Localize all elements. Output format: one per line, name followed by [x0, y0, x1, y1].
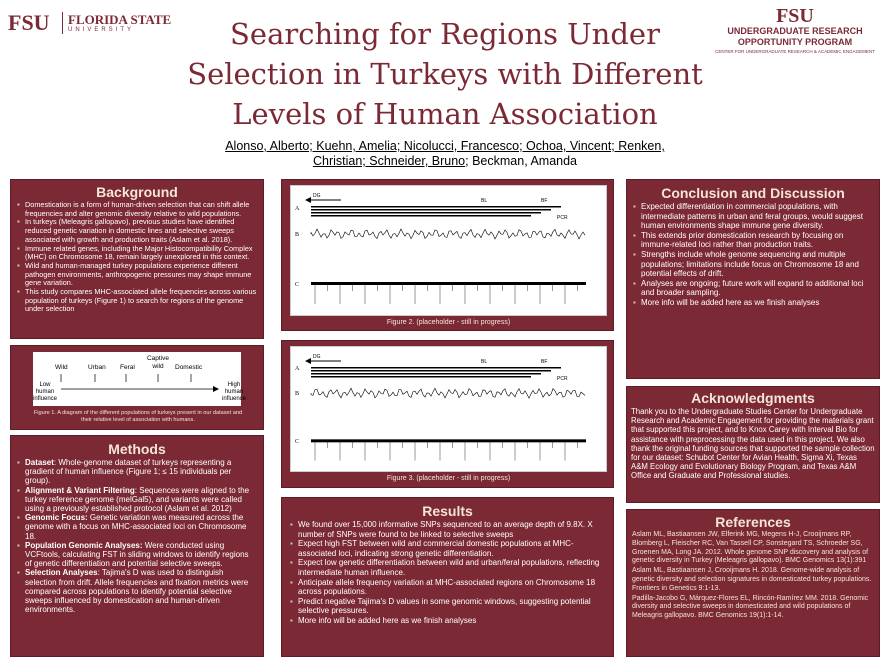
- panel-letter-a: A: [295, 366, 300, 373]
- track-bar: [311, 370, 551, 372]
- results-title: Results: [422, 503, 473, 519]
- conclusion-title: Conclusion and Discussion: [661, 185, 845, 201]
- urop-line-2: OPPORTUNITY PROGRAM: [737, 37, 853, 47]
- figure1-panel: [10, 345, 264, 430]
- figure2-plot: [290, 185, 607, 316]
- background-list: [17, 201, 257, 314]
- track-arrow-head: [305, 358, 311, 364]
- urop-line-3: CENTER FOR UNDERGRADUATE RESEARCH & ACADEMIC ENGAGEMENT: [715, 49, 875, 54]
- list-item: ▪ Wild and human-managed turkey populations experience different pathogen environments, anthropogenic pressures may shape immune gene variation.: [17, 262, 257, 288]
- list-item: ▪ Predict negative Tajima's D values in some genomic windows, suggesting potential selective pressures.: [290, 597, 605, 616]
- background-panel: [10, 179, 264, 339]
- list-item: ▪ Alignment & Variant Filtering: Sequences were aligned to the turkey reference genome (melGal5), and variants were called using a previously established protocol (Aslam et al. 2012): [17, 486, 257, 514]
- track-bar: [311, 215, 531, 217]
- chromosome-bar: [311, 439, 586, 442]
- title-line-2: Selection in Turkeys with Different: [187, 57, 703, 91]
- list-item: ▪ More info will be added here as we finish analyses: [290, 616, 605, 626]
- authors-line-1: Alonso, Alberto; Kuehn, Amelia; Nicolucci, Francesco; Ochoa, Vincent; Renken,: [225, 139, 665, 153]
- list-item: ▪ Expect high FST between wild and commercial domestic populations at MHC-associated loci, indicating strong genetic differentiation.: [290, 539, 605, 558]
- urop-mark: FSU: [776, 5, 814, 27]
- track-bar: [311, 373, 541, 375]
- figure3-caption: Figure 3. (placeholder - still in progress): [386, 475, 511, 482]
- diversity-trace: [311, 229, 585, 239]
- conclusion-list: [633, 202, 873, 308]
- acknowledgments-title: Acknowledgments: [691, 390, 815, 406]
- methods-list: [17, 458, 257, 614]
- figure1-label-feral: Feral: [120, 364, 135, 371]
- figure1-label-wild: Wild: [55, 364, 68, 371]
- figure1-label-urban: Urban: [88, 364, 106, 371]
- acknowledgments-text: Thank you to the Undergraduate Studies Center for Undergraduate Research and Academic Engagement for providing the materials grant that supported this project, and to Knox Carey with Interval Bio for assistance with preprocessing the data used in this project. We also thank the original funding sources that supported the sample collection for our dataset: Schubot Center for Avian Health, Sigma Xi, Texas A&M Ecology and Evolutionary Biology Program, and Texas A&M Office and Graduate and Professional studies.: [631, 407, 875, 481]
- list-item: ▪ Population Genomic Analyses: Were conducted using VCFtools, calculating FST in sliding windows to identify regions of genetic differentiation and potential selective sweeps.: [17, 541, 257, 569]
- track-label-bf: BF: [541, 359, 548, 365]
- acknowledgments-panel: [626, 386, 880, 503]
- fsu-name: FLORIDA STATE: [68, 12, 172, 27]
- methods-panel: [10, 435, 264, 657]
- track-label-bl: BL: [481, 359, 488, 365]
- list-item: ▪ Genomic Focus: Genetic variation was measured across the genome with a focus on MHC-associated loci on Chromosome 18.: [17, 513, 257, 541]
- urop-line-1: UNDERGRADUATE RESEARCH: [727, 26, 863, 36]
- panel-letter-c: C: [295, 282, 300, 288]
- list-item: ▪ Anticipate allele frequency variation at MHC-associated regions on Chromosome 18 across populations.: [290, 578, 605, 597]
- reference-item: Padilla-Jacobo G, Márquez-Flores EL, Rincón-Ramírez MM. 2018. Genomic diversity and selective sweeps in domesticated and wild populations of Meleagris gallopavo. BMC Genomics 19(1):1-14.: [632, 594, 869, 620]
- figure3-plot: [290, 346, 607, 472]
- panel-letter-a: A: [295, 206, 300, 212]
- panel-letter-c: C: [295, 439, 300, 446]
- urop-logo: [700, 6, 890, 66]
- reference-item: Aslam ML, Bastiaansen J, Crooijmans H. 2018. Genome-wide analysis of genetic diversity and selection signatures in domesticated turkey populations. Frontiers in Genetics 9:1-13.: [632, 567, 872, 592]
- figure3-genome-svg: [291, 347, 608, 473]
- figure3-panel: [281, 340, 614, 488]
- chromosome-bar: [311, 282, 586, 285]
- list-item: ▪ Expected differentiation in commercial populations, with intermediate patterns in urban and feral groups, would suggest human environments shape immune gene diversity.: [633, 202, 873, 231]
- track-bar: [311, 367, 561, 369]
- figure1-label-domestic: Domestic: [175, 364, 203, 371]
- authors-line-2: Christian; Schneider, Bruno; Beckman, Amanda: [312, 154, 578, 168]
- list-item: ▪ This extends prior domestication research by focusing on immune-related loci rather than production traits.: [633, 231, 873, 250]
- diversity-trace: [311, 388, 585, 398]
- track-label-bl: BL: [481, 198, 488, 204]
- panel-letter-b: B: [295, 232, 300, 238]
- figure1-diagram: [32, 352, 247, 406]
- title-line-1: Searching for Regions Under: [230, 17, 660, 51]
- figure2-panel: [281, 179, 614, 331]
- results-panel: [281, 497, 614, 657]
- list-item: ▪ Expect low genetic differentiation between wild and urban/feral populations, reflecting intermediate human influence.: [290, 558, 605, 577]
- list-item: ▪ Domestication is a form of human-driven selection that can shift allele frequencies and alter genomic diversity relative to wild populations.: [17, 201, 257, 218]
- track-bar: [311, 206, 561, 208]
- methods-title: Methods: [108, 441, 166, 457]
- figure1-low-label: Low human influence: [32, 382, 58, 402]
- track-label-dg: DG: [313, 193, 321, 199]
- track-label-bf: BF: [541, 198, 548, 204]
- list-item: ▪ We found over 15,000 informative SNPs sequenced to an average depth of 9.8X. X number of SNPs were found to be linked to selective sweeps: [290, 520, 605, 539]
- list-item: ▪ This study compares MHC-associated allele frequencies across various population of turkeys (Figure 1) to search for regions of the genome under selection: [17, 288, 257, 314]
- list-item: ▪ More info will be added here as we finish analyses: [633, 298, 873, 308]
- poster-title: [170, 14, 720, 134]
- fsu-logo-mark: FSU: [8, 10, 50, 35]
- track-arrow-head: [305, 197, 311, 203]
- references-title: References: [715, 514, 791, 530]
- references-list: [632, 531, 874, 621]
- track-bar: [311, 209, 551, 211]
- track-label-pcr: PCR: [557, 376, 568, 382]
- fsu-logo: [8, 10, 178, 36]
- list-item: ▪ Analyses are ongoing; future work will expand to additional loci and broader sampling.: [633, 279, 873, 298]
- figure2-genome-svg: [291, 186, 608, 317]
- figure1-arrow: [33, 352, 241, 406]
- track-bar: [311, 376, 531, 378]
- list-item: ▪ In turkeys (Meleagris gallopavo), previous studies have identified reduced genetic variation in domestic lines and selective sweeps associated with growth and production traits (Aslam et al. 2018).: [17, 218, 257, 244]
- reference-item: Aslam ML, Bastiaansen JW, Elferink MG, Megens H-J, Crooijmans RP, Blomberg L, Fleischer RC, Van Tassell CP, Sonstegard TS, Schroeder SG, Groenen MA, Long JA. 2012. Whole genome SNP discovery and analysis of genetic diversity in Turkey (Meleagris gallopavo). BMC Genomics 13(1):391: [632, 531, 869, 565]
- figure2-caption: Figure 2. (placeholder - still in progress): [386, 319, 511, 326]
- fsu-sub: UNIVERSITY: [68, 27, 135, 33]
- references-panel: [626, 509, 880, 657]
- authors: [170, 139, 720, 169]
- list-item: ▪ Dataset: Whole-genome dataset of turkeys representing a gradient of human influence (Figure 1; ≤ 15 individuals per group).: [17, 458, 257, 486]
- conclusion-panel: [626, 179, 880, 379]
- figure1-high-label: High human influence: [221, 382, 247, 402]
- track-bar: [311, 212, 541, 214]
- results-list: [290, 520, 605, 626]
- panel-letter-b: B: [295, 391, 300, 398]
- list-item: ▪ Immune related genes, including the Major Histocompatibility Complex (MHC) on Chromosome 18, remain largely unexplored in this context.: [17, 245, 257, 262]
- track-label-dg: DG: [313, 354, 321, 360]
- list-item: ▪ Strengths include whole genome sequencing and multiple populations; limitations include focus on Chromosome 18 and potential effects of drift.: [633, 250, 873, 279]
- background-title: Background: [96, 184, 178, 200]
- figure1-label-captive: Captive wild: [146, 355, 170, 370]
- title-line-3: Levels of Human Association: [232, 97, 658, 131]
- list-item: ▪ Selection Analyses: Tajima's D was used to distinguish selection from drift. Allele frequencies and fixation metrics were compared across populations to identify potential selective sweeps influenced by domestication and human-driven environments.: [17, 568, 257, 614]
- figure1-caption: Figure 1. A diagram of the different populations of turkeys present in our dataset and their relative level of association with humans.: [33, 410, 243, 423]
- track-label-pcr: PCR: [557, 215, 568, 221]
